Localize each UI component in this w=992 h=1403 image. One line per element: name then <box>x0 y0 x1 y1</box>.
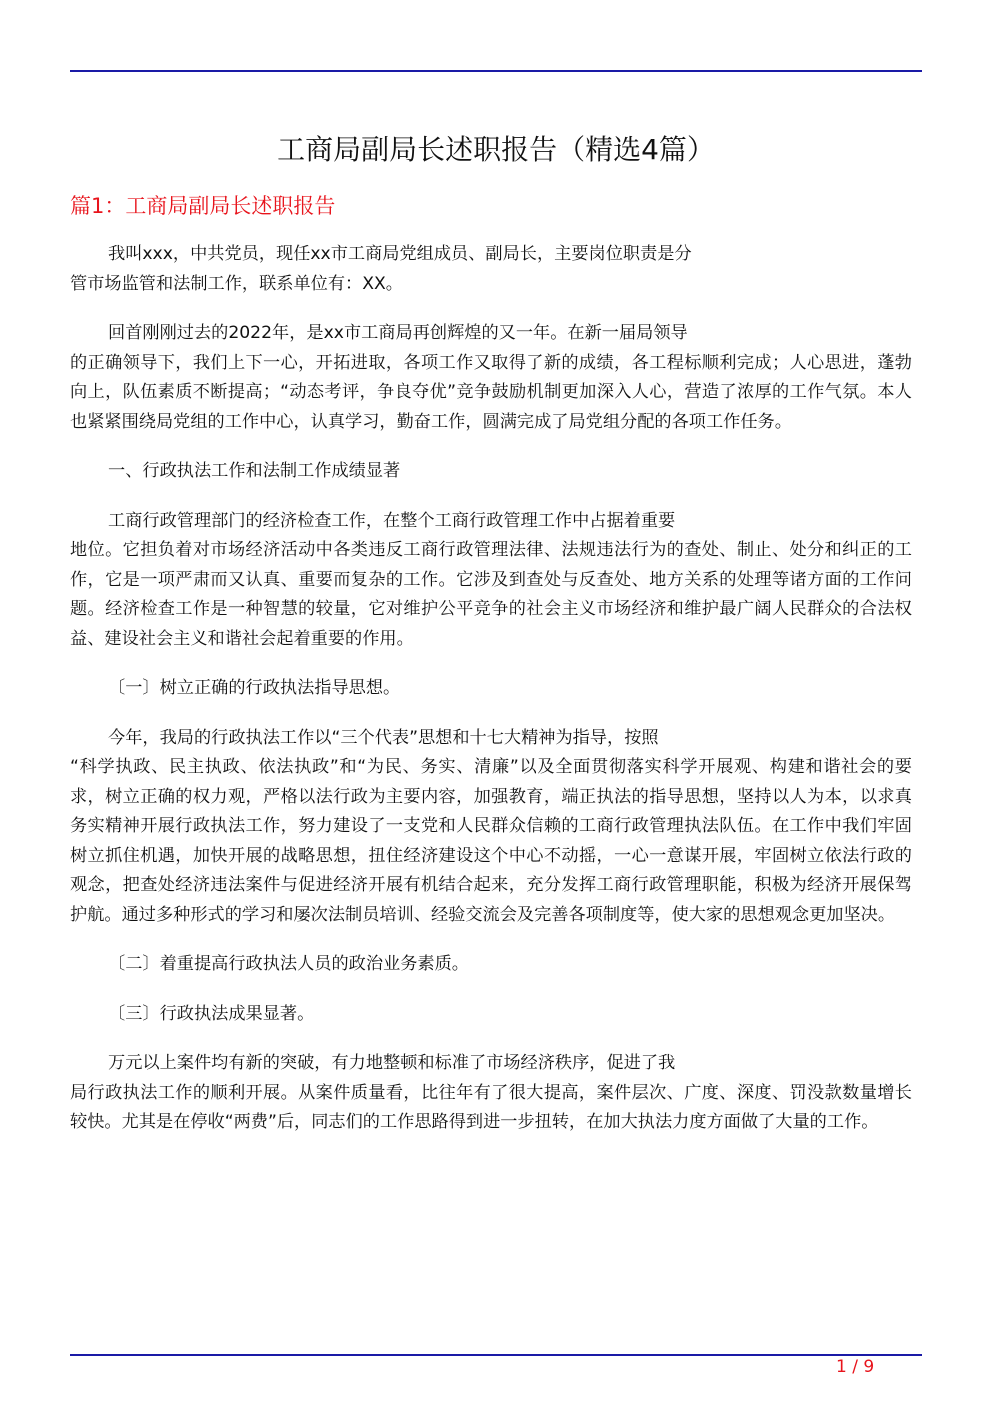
paragraph-first-line: 万元以上案件均有新的突破，有力地整顿和标准了市场经济秩序，促进了我 <box>108 1053 676 1073</box>
page-number: 1 / 9 <box>836 1357 875 1377</box>
document-title: 工商局副局长述职报告（精选4篇） <box>277 133 715 166</box>
paragraph <box>70 1049 912 1138</box>
subsection-heading: 〔一〕树立正确的行政执法指导思想。 <box>108 678 401 698</box>
subsection-heading: 〔三〕行政执法成果显著。 <box>108 1003 315 1024</box>
subsection-heading: 一、行政执法工作和法制工作成绩显著 <box>108 461 401 481</box>
header-rule <box>70 70 922 72</box>
paragraph-text: “科学执政、民主执政、依法执政”和“为民、务实、清廉”以及全面贯彻落实科学开展观、构建和谐社会的要求，树立正确的权力观，严格以法行政为主要内容，加强教育，端正执法的指导思想，坚持以人为本，以求真务实精神开展行政执法工作，努力建设了一支党和人民群众信赖的工商行政管理执法队伍。在工作中我们牢固树立抓住机遇，加快开展的战略思想，扭住经济建设这个中心不动摇，一心一意谋开展，牢固树立依法行政的观念，把查处经济违法案件与促进经济开展有机结合起来，充分发挥工商行政管理职能，积极为经济开展保驾护航。通过多种形式的学习和屡次法制员培训、经验交流会及完善各项制度等，使大家的思想观念更加坚决。 <box>70 757 912 925</box>
paragraph-text: 地位。它担负着对市场经济活动中各类违反工商行政管理法律、法规违法行为的查处、制止、处分和纠正的工作，它是一项严肃而又认真、重要而复杂的工作。它涉及到查处与反查处、地方关系的处理等诸方面的工作问题。经济检查工作是一种智慧的较量，它对维护公平竞争的社会主义市场经济和维护最广阔人民群众的合法权益、建设社会主义和谐社会起着重要的作用。 <box>70 540 912 649</box>
paragraph-text: 局行政执法工作的顺利开展。从案件质量看，比往年有了很大提高，案件层次、广度、深度、罚没款数量增长较快。尤其是在停收“两费”后，同志们的工作思路得到进一步扭转，在加大执法力度方面做了大量的工作。 <box>70 1082 912 1132</box>
paragraph <box>70 507 912 655</box>
paragraph-first-line: 回首刚刚过去的2022年，是xx市工商局再创辉煌的又一年。在新一届局领导 <box>108 323 688 343</box>
paragraph-first-line: 我叫xxx，中共党员，现任xx市工商局党组成员、副局长，主要岗位职责是分 <box>108 244 692 264</box>
paragraph-text: 的正确领导下，我们上下一心，开拓进取，各项工作又取得了新的成绩，各工程标顺利完成；人心思进，蓬勃向上，队伍素质不断提高；“动态考评，争良夺优”竞争鼓励机制更加深入人心，营造了浓厚的工作气氛。本人也紧紧围绕局党组的工作中心，认真学习，勤奋工作，圆满完成了局党组分配的各项工作任务。 <box>70 352 912 432</box>
paragraph-text: 管市场监管和法制工作，联系单位有：XX。 <box>70 273 403 294</box>
section-heading: 篇1：工商局副局长述职报告 <box>70 194 336 218</box>
document-body <box>70 240 912 1158</box>
paragraph <box>70 319 912 437</box>
paragraph-first-line: 今年，我局的行政执法工作以“三个代表”思想和十七大精神为指导，按照 <box>108 727 659 748</box>
paragraph <box>70 240 912 299</box>
paragraph <box>70 724 912 931</box>
footer-rule <box>70 1354 922 1356</box>
subsection-heading: 〔二〕着重提高行政执法人员的政治业务素质。 <box>108 954 469 974</box>
paragraph-first-line: 工商行政管理部门的经济检查工作，在整个工商行政管理工作中占据着重要 <box>108 510 676 531</box>
